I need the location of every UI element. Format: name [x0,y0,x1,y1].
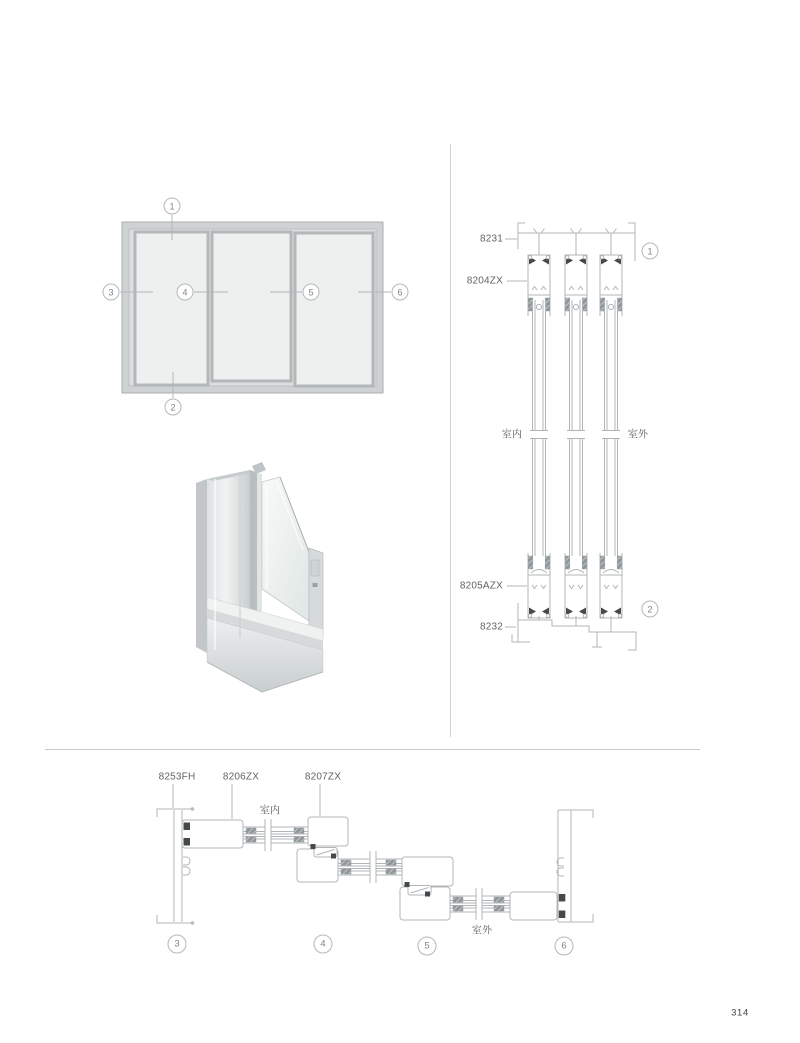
page-number: 314 [731,1007,749,1019]
vs-glazing-column-2 [565,229,587,627]
section-callout-3 [168,935,187,954]
head-bracket-left [518,223,525,249]
callout-number: 2 [647,604,653,614]
section-callout-6 [555,937,574,956]
interior-label: 室内 [501,429,523,441]
callout-number: 1 [647,246,653,256]
hs-label-leaders [173,784,320,819]
section-callout-4 [314,935,333,954]
vs-glazing-column-1 [528,229,550,621]
vs-glazing-column-3 [600,229,622,633]
callout-number: 2 [170,402,176,412]
callout-number: 3 [174,938,180,950]
exterior-label: 室外 [471,925,493,937]
callout-number: 6 [561,940,567,952]
callout-number: 5 [308,287,314,297]
callout-number: 5 [424,940,430,952]
exterior-label: 室外 [627,429,649,441]
head-bracket-right [628,223,635,261]
sliding-panel-1 [135,232,208,385]
hs-sash-4 [510,892,557,920]
callout-number: 1 [169,201,175,211]
part-label-top-sash: 8204ZX [466,275,503,287]
vertical-section-drawing [505,223,636,650]
callout-number: 6 [397,287,403,297]
callout-badge-2 [165,399,182,416]
part-label-jamb: 8253FH [158,771,196,783]
callout-number: 4 [320,938,326,950]
part-label-bottom-sash: 8205AZX [459,580,503,592]
interior-label: 室内 [259,805,281,817]
callout-number: 3 [108,287,114,297]
callout-number: 4 [182,287,188,297]
callout-badge-6 [392,284,409,301]
part-label-sash: 8206ZX [222,771,260,783]
section-callout-5 [418,937,437,956]
section-callout-1 [642,243,659,260]
callout-badge-1 [164,198,181,215]
hs-right-jamb [557,810,593,922]
hs-interlock-b [400,857,453,920]
hs-glazing-2 [338,851,402,883]
sliding-panel-2 [212,232,291,381]
part-label-sill-track: 8232 [479,621,503,633]
callout-badge-4 [177,284,194,301]
hs-sash-1 [182,820,243,848]
sliding-panel-3 [295,233,373,386]
horizontal-section-drawing [157,784,593,924]
elevation-drawing [120,215,391,398]
hs-glazing-3 [450,888,510,920]
profile-3d-render [196,462,323,692]
part-label-head-track: 8231 [479,233,503,245]
callout-badge-3 [103,284,120,301]
part-label-interlock: 8207ZX [304,771,342,783]
callout-badge-5 [303,284,320,301]
hs-glazing-1 [243,819,310,851]
section-callout-2 [642,601,659,618]
